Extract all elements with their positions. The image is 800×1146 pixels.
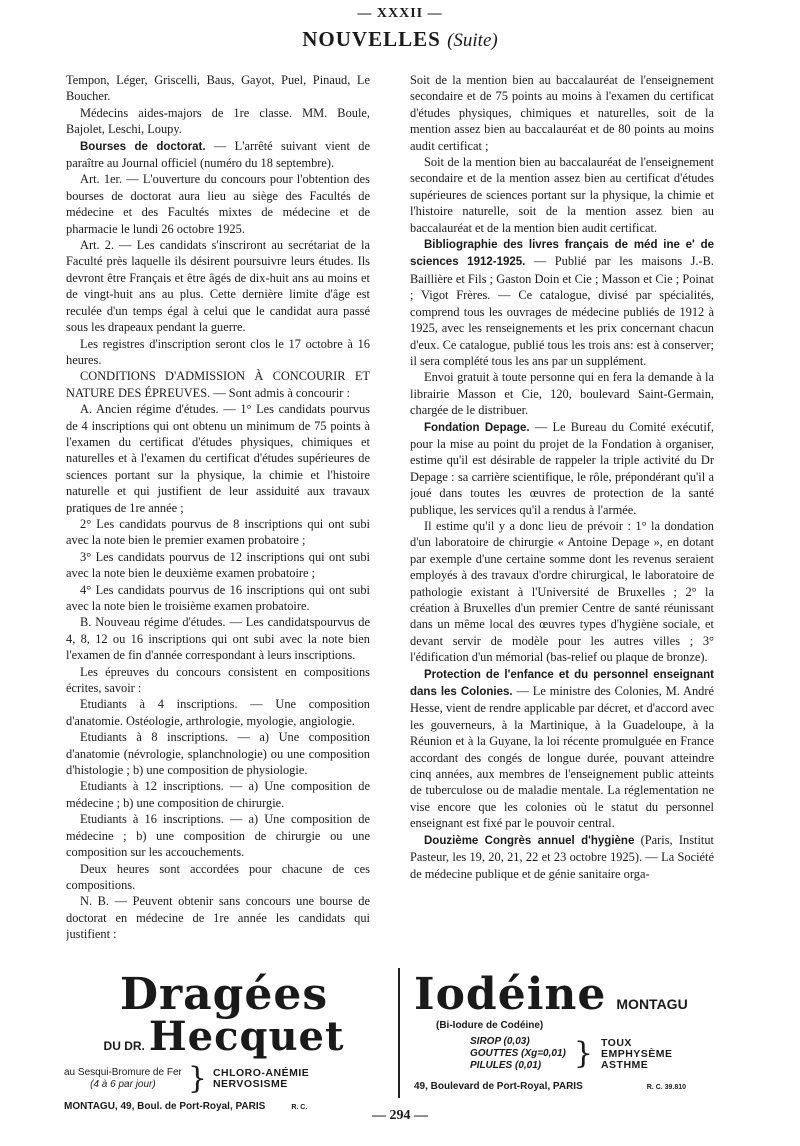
ad-indication: TOUX (600, 1036, 632, 1049)
paragraph: Etudiants à 16 inscriptions. — a) Une composition de médecine ; b) une composition de chirurgie ou une composition sur les accouchements. (66, 812, 370, 860)
left-column (66, 72, 370, 952)
paragraph: Deux heures sont accordées pour chacune de ces compositions. (66, 861, 370, 892)
paragraph: 2° Les candidats pourvus de 8 inscriptions qui ont subi avec la note bien le premier examen probatoire ; (66, 516, 370, 548)
ad-brand-hecquet: Hecquet (148, 1013, 345, 1060)
paragraph: Etudiants à 4 inscriptions. — Une composition d'anatomie. Ostéologie, arthrologie, myologie, angiologie. (66, 697, 370, 728)
section-title: NOUVELLES (302, 27, 441, 51)
ad-rc: R. C. 39.810 (646, 1084, 687, 1091)
paragraph: 3° Les candidats pourvus de 12 inscriptions qui ont subi avec la note bien le deuxième examen probatoire ; (66, 549, 370, 581)
paragraph: 4° Les candidats pourvus de 16 inscriptions qui ont subi avec la note bien le troisième examen probatoire. (66, 582, 370, 613)
ad-desc: au Sesqui-Bromure de Fer (64, 1067, 182, 1078)
ad-dragees-hecquet: Dragées DU DR. Hecquet au Sesqui-Bromure de Fer (4 à 6 par jour) } CHLORO-ANÉMIE NERVOSISME MONTAGU, 49, Boul. de Port-Royal, PARIS R. C. (64, 972, 384, 1102)
paragraph: Envoi gratuit à toute personne qui en fera la demande à la librairie Masson et Cie, 120, boulevard Saint-Germain, chargée de le distribuer. (410, 370, 714, 418)
paragraph: Etudiants à 8 inscriptions. — a) Une composition d'anatomie (névrologie, splanchnologie) ou une composition d'histologie ; b) une composition de physiologie. (66, 730, 370, 778)
page-number: — 294 — (372, 1108, 428, 1123)
ad-indication: ASTHME (600, 1058, 649, 1071)
paragraph: Les registres d'inscription seront clos le 17 octobre à 16 heures. (66, 336, 370, 367)
paragraph: Médecins aides-majors de 1re classe. MM. Boule, Bajolet, Leschi, Loupy. (66, 105, 370, 137)
page-title (0, 27, 800, 52)
ad-brand-dragees: Dragées (119, 969, 329, 1020)
ad-rc: R. C. (291, 1104, 308, 1111)
ad-indication: NERVOSISME (212, 1078, 288, 1090)
paragraph-text: — Publié par les maisons J.-B. Baillière et Fils ; Gaston Doin et Cie ; Masson et Cie ; Poinat ; Vigot Frères. — Ce catalogue, divisé par spécialités, comprend tous les ouvrages de médecine publiés de 1912 à 1925, avec les renseignements et les prix concernant chacun d'eux. Ce catalogue, publié tous les trois ans: est à conserver; il sera complété tous les ans par un supplément. (410, 254, 714, 368)
paragraph-lead: Bibliographie des livres français de méd ine e' de sciences 1912-1925. (410, 239, 714, 269)
paragraph (66, 138, 370, 172)
paragraph-lead: Bourses de doctorat. (80, 140, 206, 153)
paragraph-lead: Protection de l'enfance et du personnel enseignant dans les Colonies. (410, 668, 714, 699)
ad-brand-iodeine: Iodéine (414, 969, 607, 1020)
ad-divider (398, 968, 400, 1098)
ad-indication: EMPHYSÈME (600, 1047, 673, 1060)
ad-form: GOUTTES (Xg=0,01) (470, 1048, 566, 1059)
paragraph: Il estime qu'il y a donc lieu de prévoir : 1° la dondation d'un laboratoire de chirurgie « Antoine Depage », en dotant par exemple d'une certaine somme dont les revenus seraient employés à des travaux d'ordre chirurgical, le laboratoire de pathologie existant à l'Université de Bruxelles ; 2° la création à Bruxelles d'un premier Centre de santé réunissant dans un même local des œuvres types d'hygiène sociale, et devant servir de modèle pour les autres villes ; 3° l'édification d'un mémorial (bas-relief ou plaque de bronze). (410, 518, 714, 665)
ad-form: PILULES (0,01) (470, 1060, 542, 1071)
ad-iodeine-montagu: Iodéine MONTAGU (Bi-Iodure de Codéine) SIROP (0,03) GOUTTES (Xg=0,01) PILULES (0,01) } TOUX EMPHYSÈME ASTHME 49, Boulevard de Port-Royal, PARIS R. C. 39.810 (414, 972, 730, 1102)
paragraph (410, 666, 714, 832)
paragraph: Etudiants à 12 inscriptions. — a) Une composition de médecine ; b) une composition de chirurgie. (66, 779, 370, 810)
ad-form: SIROP (0,03) (470, 1036, 530, 1047)
paragraph: Soit de la mention bien au baccalauréat de l'enseignement secondaire et de la mention assez bien au certificat d'études supérieures de sciences portant sur la physique, la chimie et l'histoire naturelle, soit de la mention assez bien au baccalauréat et de la mention bien audit certificat. (410, 155, 714, 235)
ad-dose: (4 à 6 par jour) (90, 1079, 156, 1090)
paragraph: Art. 2. — Les candidats s'inscriront au secrétariat de la Faculté près laquelle ils désirent poursuivre leurs études. Ils devront être Français et être âgés de dix-huit ans au moins et de vingt-huit ans au plus. Cette dernière limite d'âge est reculée d'un temps égal à celui que le candidat aura passé sous les drapeaux pendant la guerre. (66, 238, 370, 335)
page-roman-numeral: — XXXII — (357, 6, 443, 21)
ad-maker: MONTAGU (616, 996, 688, 1012)
paragraph (410, 832, 714, 882)
ad-subtitle: (Bi-Iodure de Codéine) (436, 1020, 544, 1031)
paragraph-text: (Paris, Institut Pasteur, les 19, 20, 21, 22 et 23 octobre 1925). — La Société de médecine publique et de génie sanitaire orga- (410, 832, 714, 881)
ad-du-dr: DU DR. (103, 1039, 145, 1053)
paragraph: N. B. — Peuvent obtenir sans concours une bourse de doctorat en médecine de 1re année les candidats qui justifient : (66, 894, 370, 942)
paragraph: Les épreuves du concours consistent en compositions écrites, savoir : (66, 664, 370, 696)
right-column (410, 72, 714, 958)
ad-address: MONTAGU, 49, Boul. de Port-Royal, PARIS (64, 1101, 266, 1112)
paragraph (410, 236, 714, 369)
section-suite: (Suite) (447, 30, 498, 51)
paragraph: Soit de la mention bien au baccalauréat de l'enseignement secondaire et de 75 points au moins à l'examen du certificat d'études physiques, chimiques et naturelles, soit de la mention assez bien au baccalauréat et de 80 points au moins audit certificat ; (410, 73, 714, 153)
paragraph-text: — Le Bureau du Comité exécutif, pour la mise au point du projet de la Fondation à organiser, estime qu'il est désirable de rappeler la triple activité du Dr Depage : sa carrière scientifique, le rôle, prépondérant qu'il a joué dans toutes les œuvres de protection de la santé publique, les services qu'il a rendus à l'armée. (410, 419, 714, 517)
paragraph: Art. 1er. — L'ouverture du concours pour l'obtention des bourses de doctorat aura lieu au siège des Facultés de médecine et des Facultés mixtes de médecine et de pharmacie le lundi 26 octobre 1925. (66, 172, 370, 236)
paragraph: Tempon, Léger, Griscelli, Baus, Gayot, Puel, Pinaud, Le Boucher. (66, 73, 370, 104)
paragraph: A. Ancien régime d'études. — 1° Les candidats pourvus de 4 inscriptions qui ont obtenu un minimum de 75 points à l'examen du certificat d'études physiques, chimiques et naturelles et à l'examen du certificat d'études supérieures de sciences portant sur la physique, la chimie et l'histoire naturelle et qui justifient de leur assiduité aux travaux pratiques de 1re année ; (66, 402, 370, 515)
ad-address: 49, Boulevard de Port-Royal, PARIS (414, 1081, 583, 1092)
paragraph-lead: Fondation Depage. (424, 421, 530, 434)
paragraph-text: — L'arrêté suivant vient de paraître au Journal officiel (numéro du 18 septembre). (66, 138, 370, 171)
paragraph: B. Nouveau régime d'études. — Les candidatspourvus de 4, 8, 12 ou 16 inscriptions qui ont subi avec la note bien l'examen de fin d'année correspondant à leurs inscriptions. (66, 615, 370, 663)
paragraph-text: — Le ministre des Colonies, M. André Hesse, vient de rendre applicable par décret, et d'accord avec les gouverneurs, à la Martinique, à la Guadeloupe, à la Réunion et à la Guyane, la loi récente promulguée en France accordant des congés de longue durée, pouvant atteindre cinq années, aux membres de l'enseignement public atteints de tuberculose ou de maladie mentale. La réglementation ne vise encore que les colonies où le statut du personnel enseignant est fixé par le pouvoir central. (410, 684, 714, 831)
ad-indication: CHLORO-ANÉMIE (212, 1067, 310, 1079)
paragraph-lead: Douzième Congrès annuel d'hygiène (424, 834, 635, 847)
paragraph: CONDITIONS D'ADMISSION À CONCOURIR ET NATURE DES ÉPREUVES. — Sont admis à concourir : (66, 369, 370, 400)
paragraph (410, 419, 714, 518)
